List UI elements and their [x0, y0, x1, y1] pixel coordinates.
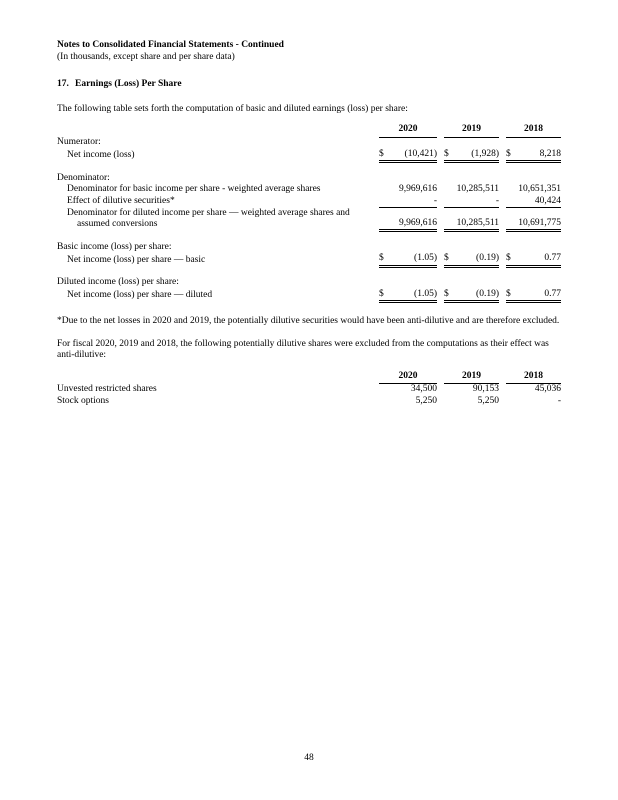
gap-cell	[437, 173, 444, 185]
spacer	[57, 266, 561, 277]
dollar-sign: $	[506, 148, 511, 159]
section-label: Numerator:	[57, 137, 101, 147]
section-label: Basic income (loss) per share:	[57, 241, 172, 252]
diluted-eps-2019	[444, 289, 499, 302]
value: (0.19)	[476, 253, 499, 263]
intro-paragraph: The following table sets forth the computation of basic and diluted earnings (loss) per share:	[57, 103, 408, 114]
empty-cell	[506, 137, 561, 149]
row-label: Net income (loss)	[67, 150, 135, 160]
second-intro-line-2: anti-dilutive:	[57, 350, 107, 360]
value: (1.05)	[414, 253, 437, 263]
stock-options-row	[57, 396, 561, 408]
basic-denom-2019: 10,285,511	[456, 184, 499, 194]
empty-cell	[57, 124, 379, 137]
basic-eps-2018	[506, 253, 561, 266]
net-income-2019	[444, 149, 499, 162]
unvested-2020: 34,500	[410, 384, 437, 394]
value: (10,421)	[404, 148, 437, 159]
year-header-2018: 2018	[506, 371, 561, 384]
gap-cell	[437, 277, 444, 289]
empty-cell	[444, 137, 499, 149]
options-2018: -	[557, 395, 561, 406]
gap-cell	[499, 184, 506, 196]
net-income-row	[57, 149, 561, 162]
diluted-eps-2020	[379, 289, 437, 302]
basic-eps-2020	[379, 253, 437, 266]
eps-table	[57, 124, 561, 303]
diluted-denom-2018: 10,691,775	[506, 208, 561, 231]
note-number: 17.	[57, 79, 69, 89]
row-label: Stock options	[57, 395, 109, 406]
page-number: 48	[304, 752, 314, 763]
unvested-2019: 90,153	[472, 384, 499, 394]
value: (1,928)	[471, 148, 499, 159]
antidilutive-table	[57, 371, 561, 408]
label-line-2: assumed conversions	[77, 219, 158, 229]
note-heading	[57, 79, 561, 91]
diluted-eps-section-row	[57, 277, 561, 289]
antidilutive-header-row	[57, 371, 561, 384]
document-title: Notes to Consolidated Financial Statements - Continued	[57, 40, 284, 50]
gap-cell	[437, 124, 444, 137]
gap-cell	[499, 124, 506, 137]
row-label: Net income (loss) per share — diluted	[67, 290, 213, 300]
second-intro-paragraph	[57, 339, 561, 362]
diluted-eps-2018	[506, 289, 561, 302]
year-header-2020: 2020	[379, 124, 437, 137]
year-header-2019: 2019	[444, 371, 499, 384]
gap-cell	[499, 277, 506, 289]
spacer	[57, 231, 561, 242]
dollar-sign: $	[379, 148, 384, 159]
gap-cell	[437, 396, 444, 408]
spacer	[57, 162, 561, 173]
options-2019: 5,250	[477, 395, 499, 406]
year-header-2020: 2020	[379, 371, 437, 384]
empty-cell	[57, 371, 379, 384]
gap-cell	[437, 137, 444, 149]
spacer-row	[57, 266, 561, 277]
dollar-sign: $	[444, 288, 449, 299]
value: (0.19)	[476, 288, 499, 299]
empty-cell	[379, 137, 437, 149]
value: 0.77	[544, 253, 561, 263]
value: (1.05)	[414, 288, 437, 299]
spacer-row	[57, 162, 561, 173]
basic-eps-section-row	[57, 242, 561, 254]
basic-eps-row	[57, 253, 561, 266]
gap-cell	[499, 196, 506, 208]
gap-cell	[499, 173, 506, 185]
second-intro-line-1: For fiscal 2020, 2019 and 2018, the following potentially dilutive shares were excluded from the computations as their effect was	[57, 338, 549, 349]
empty-cell	[506, 242, 561, 254]
row-label	[57, 208, 379, 231]
diluted-denominator-row	[57, 208, 561, 231]
options-2020: 5,250	[415, 395, 437, 406]
net-income-2020	[379, 149, 437, 162]
gap-cell	[437, 184, 444, 196]
basic-denominator-row	[57, 184, 561, 196]
unvested-2018: 45,036	[534, 384, 561, 394]
document-subtitle: (In thousands, except share and per share data)	[57, 51, 235, 62]
basic-denom-2020: 9,969,616	[399, 184, 437, 194]
row-label: Effect of dilutive securities*	[67, 196, 175, 206]
dilutive-2019: -	[444, 196, 499, 208]
section-label: Denominator:	[57, 172, 110, 183]
row-label: Denominator for basic income per share - weighted average shares	[67, 184, 321, 194]
dollar-sign: $	[379, 253, 384, 263]
dilutive-2018: 40,424	[506, 196, 561, 208]
row-label: Unvested restricted shares	[57, 384, 157, 394]
year-header-2019: 2019	[444, 124, 499, 137]
numerator-section-row	[57, 137, 561, 149]
section-label: Diluted income (loss) per share:	[57, 277, 179, 287]
empty-cell	[506, 173, 561, 185]
gap-cell	[437, 208, 444, 231]
gap-cell	[437, 253, 444, 266]
row-label: Net income (loss) per share — basic	[67, 254, 206, 265]
gap-cell	[499, 137, 506, 149]
gap-cell	[499, 384, 506, 396]
dollar-sign: $	[506, 253, 511, 263]
dollar-sign: $	[444, 148, 449, 159]
gap-cell	[499, 242, 506, 254]
gap-cell	[437, 289, 444, 302]
empty-cell	[444, 277, 499, 289]
gap-cell	[437, 196, 444, 208]
basic-denom-2018: 10,651,351	[518, 184, 561, 194]
gap-cell	[499, 149, 506, 162]
empty-cell	[444, 242, 499, 254]
eps-header-row	[57, 124, 561, 137]
empty-cell	[379, 242, 437, 254]
diluted-denom-2019: 10,285,511	[444, 208, 499, 231]
empty-cell	[379, 277, 437, 289]
empty-cell	[506, 277, 561, 289]
net-income-2018	[506, 149, 561, 162]
label-line-1: Denominator for diluted income per share — weighted average shares and	[67, 207, 350, 218]
gap-cell	[437, 242, 444, 254]
footnote: *Due to the net losses in 2020 and 2019, the potentially dilutive securities would have been anti-dilutive and are therefore excluded.	[57, 316, 560, 326]
year-header-2018: 2018	[506, 124, 561, 137]
value: 0.77	[544, 288, 561, 299]
gap-cell	[499, 396, 506, 408]
gap-cell	[437, 371, 444, 384]
diluted-eps-row	[57, 289, 561, 302]
empty-cell	[444, 173, 499, 185]
gap-cell	[499, 253, 506, 266]
unvested-shares-row	[57, 384, 561, 396]
gap-cell	[437, 149, 444, 162]
denominator-section-row	[57, 173, 561, 185]
dollar-sign: $	[379, 288, 384, 299]
basic-eps-2019	[444, 253, 499, 266]
dilutive-2020: -	[379, 196, 437, 208]
value: 8,218	[539, 148, 561, 159]
gap-cell	[499, 371, 506, 384]
dollar-sign: $	[444, 253, 449, 263]
dilutive-effect-row	[57, 196, 561, 208]
gap-cell	[499, 289, 506, 302]
spacer-row	[57, 231, 561, 242]
dollar-sign: $	[506, 288, 511, 299]
gap-cell	[437, 384, 444, 396]
empty-cell	[379, 173, 437, 185]
note-title: Earnings (Loss) Per Share	[75, 79, 182, 89]
diluted-denom-2020: 9,969,616	[379, 208, 437, 231]
gap-cell	[499, 208, 506, 231]
